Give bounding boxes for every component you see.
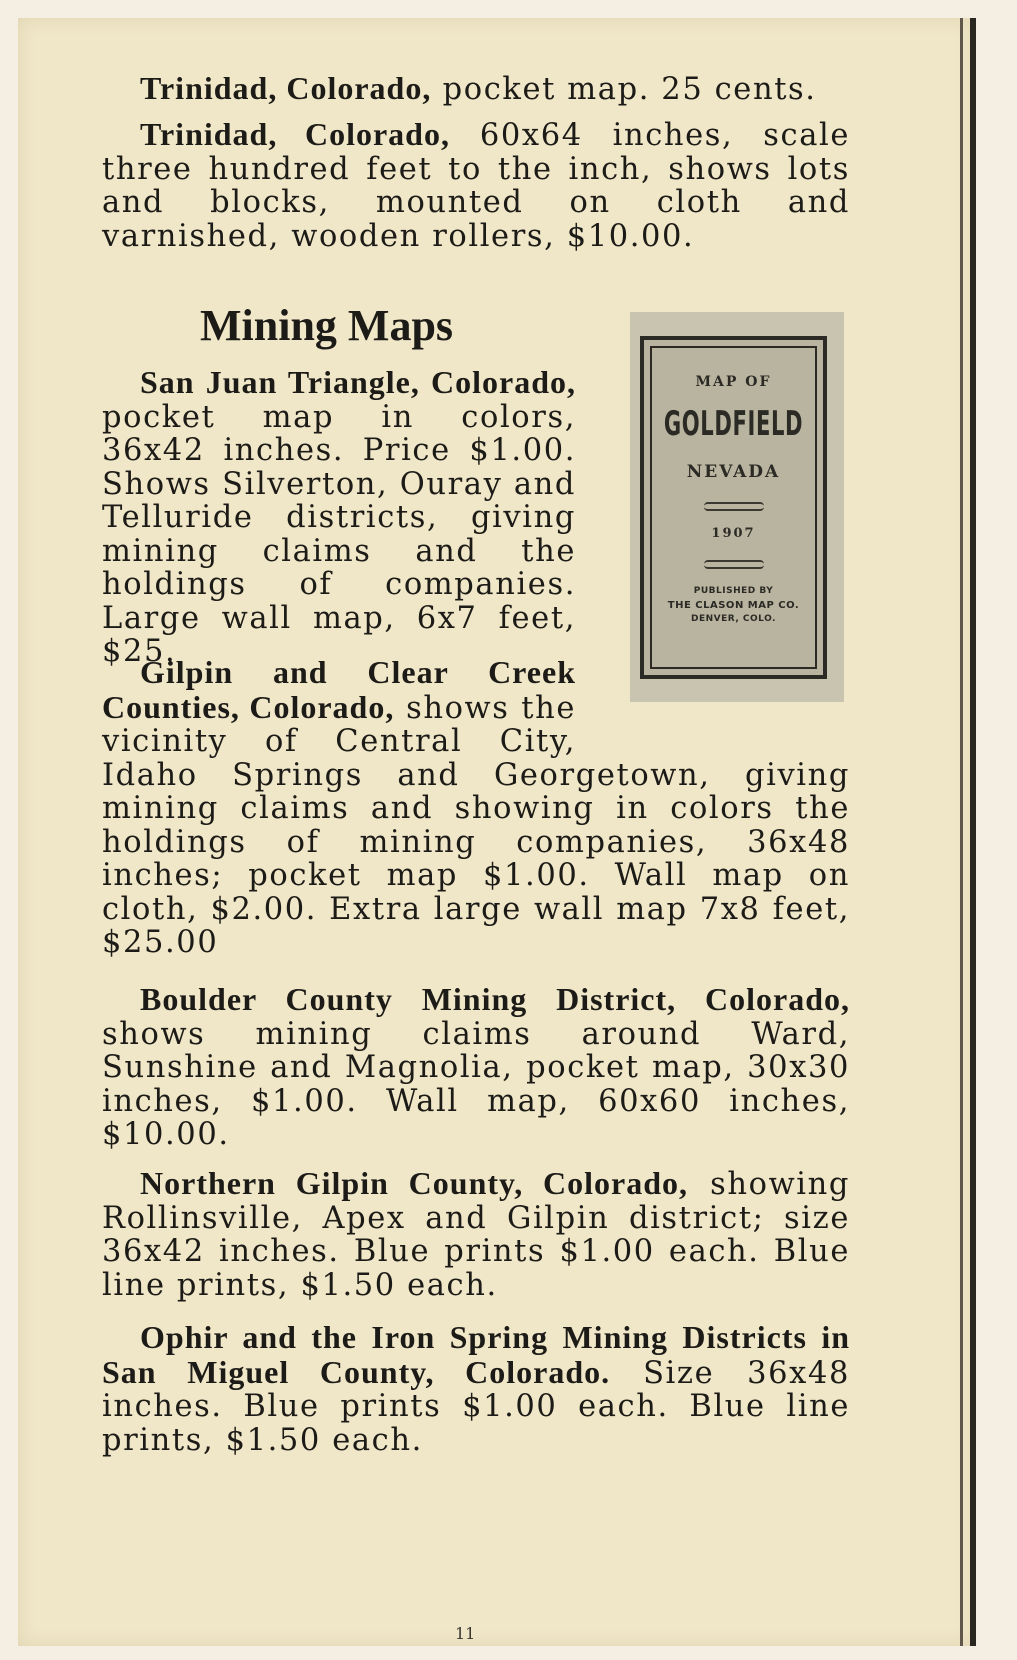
cover-title: GOLDFIELD	[663, 404, 804, 444]
trinidad-wall-entry	[102, 118, 850, 253]
cover-ornament-bottom	[704, 560, 764, 569]
entry-title: Trinidad, Colorado,	[140, 70, 432, 106]
entry-text: Size 36x48 inches. Blue prints $1.00 each. Blue line prints, $1.50 each.	[102, 1355, 850, 1458]
entry-ophir-iron-spring	[102, 1321, 850, 1457]
cover-line1: MAP OF	[695, 374, 772, 390]
entry-title: San Juan Triangle, Colorado,	[140, 364, 576, 400]
page-number: 11	[455, 1624, 476, 1643]
cover-city: DENVER, COLO.	[691, 614, 776, 624]
entry-text: shows mining claims around Ward, Sunshine and Magnolia, pocket map, 30x30 inches, $1.00. Wall map, 60x60 inches, $10.00.	[102, 1016, 850, 1152]
cover-published-by: PUBLISHED BY	[693, 586, 774, 596]
entry-san-juan-triangle	[102, 366, 576, 669]
entry-northern-gilpin	[102, 1167, 850, 1302]
goldfield-map-cover	[640, 336, 827, 679]
cover-year: 1907	[711, 526, 756, 541]
entry-text: showing Rollinsville, Apex and Gilpin district; size 36x42 inches. Blue prints $1.00 each. Blue line prints, $1.50 each.	[102, 1167, 851, 1303]
cover-ornament-top	[704, 502, 764, 511]
entry-text: shows the vicinity of Central City, Idaho Springs and Georgetown, giving mining claims and showing in colors the holdings of mining companies, 36x48 inches; pocket map $1.00. Wall map on cloth, $2.00. Extra large wall map 7x8 feet, $25.00	[102, 690, 850, 960]
cover-state: NEVADA	[686, 462, 781, 482]
page-binding-line	[960, 18, 963, 1646]
section-heading: Mining Maps	[200, 301, 454, 350]
entry-text: 60x64 inches, scale three hundred feet to the inch, shows lots and blocks, mounted on cloth and varnished, wooden rollers, $10.00.	[102, 118, 850, 254]
entry-text: pocket map in colors, 36x42 inches. Price $1.00. Shows Silverton, Ouray and Telluride districts, giving mining claims and the holdings of companies. Large wall map, 6x7 feet, $25.	[102, 399, 576, 669]
entry-boulder-county	[102, 983, 850, 1152]
entry-text: pocket map. 25 cents.	[431, 72, 817, 107]
trinidad-pocket-entry	[102, 72, 850, 107]
entry-title: Ophir and the Iron Spring Mining Districts in San Miguel County, Colorado.	[102, 1319, 850, 1390]
image-wrap-spacer	[576, 656, 850, 726]
entry-title: Trinidad, Colorado,	[140, 116, 450, 152]
cover-inner-frame	[650, 346, 817, 669]
entry-title: Northern Gilpin County, Colorado,	[140, 1165, 689, 1201]
entry-title: Gilpin and Clear Creek Counties, Colorado,	[102, 654, 576, 725]
entry-gilpin-clear-creek	[102, 656, 850, 960]
page-edge	[970, 18, 976, 1646]
cover-publisher: THE CLASON MAP CO.	[667, 600, 800, 611]
entry-title: Boulder County Mining District, Colorado,	[140, 981, 850, 1017]
